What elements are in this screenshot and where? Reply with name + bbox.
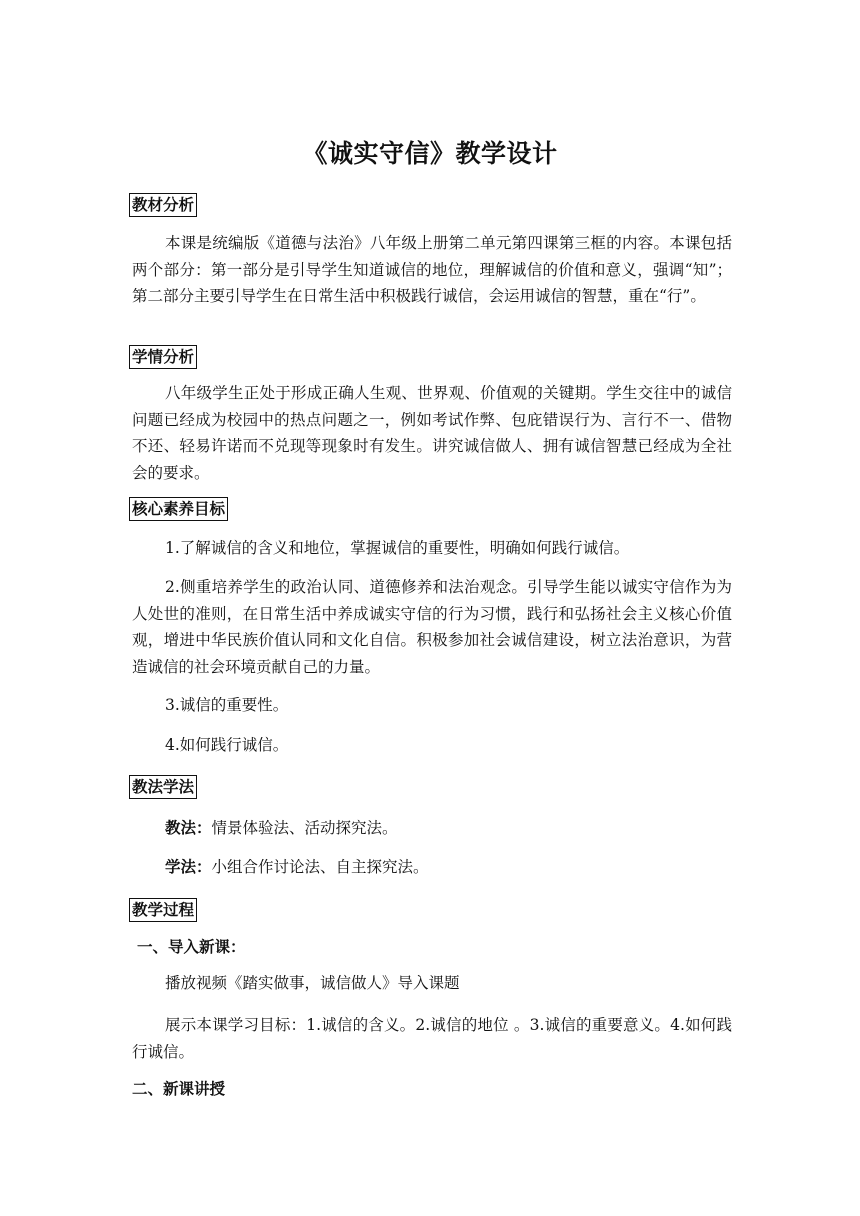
section-heading-goals: 核心素养目标	[129, 497, 228, 521]
process-step-1-title: 一、导入新课：	[137, 938, 246, 956]
process-step-2-title: 二、新课讲授	[132, 1080, 226, 1098]
section-heading-methods: 教法学法	[129, 775, 197, 799]
goal-item-2: 2.侧重培养学生的政治认同、道德修养和法治观念。引导学生能以诚实守信作为为人处世的准则，在日常生活中养成诚实守信的行为习惯，践行和弘扬社会主义核心价值观，增进中华民族价值认同和文化自信。积极参加社会诚信建设，树立法治意识，为营造诚信的社会环境贡献自己的力量。	[132, 578, 732, 676]
section-heading-material: 教材分析	[129, 193, 197, 217]
process-step-1-line-1: 播放视频《踏实做事，诚信做人》导入课题	[165, 974, 460, 992]
section-heading-students: 学情分析	[129, 345, 197, 369]
learning-method-label: 学法：	[165, 858, 212, 876]
student-analysis-text: 八年级学生正处于形成正确人生观、世界观、价值观的关键期。学生交往中的诚信问题已经成为校园中的热点问题之一，例如考试作弊、包庇错误行为、言行不一、借物不还、轻易许诺而不兑现等现象时有发生。讲究诚信做人、拥有诚信智慧已经成为全社会的要求。	[132, 384, 732, 482]
goal-item-3: 3.诚信的重要性。	[165, 696, 289, 714]
document-title: 《诚实守信》教学设计	[302, 139, 558, 168]
material-analysis-text: 本课是统编版《道德与法治》八年级上册第二单元第四课第三框的内容。本课包括两个部分：第一部分是引导学生知道诚信的地位，理解诚信的价值和意义，强调“知”；第二部分主要引导学生在日常生活中积极践行诚信，会运用诚信的智慧，重在“行”。	[132, 234, 732, 305]
teaching-method-text: 情景体验法、活动探究法。	[211, 819, 398, 837]
teaching-method-line	[165, 817, 398, 839]
teaching-method-label: 教法：	[165, 819, 212, 837]
process-step-1-line-2: 展示本课学习目标：1.诚信的含义。2.诚信的地位 。3.诚信的重要意义。4.如何践行诚信。	[132, 1016, 732, 1061]
learning-method-line	[165, 856, 429, 878]
section-heading-process: 教学过程	[129, 898, 197, 922]
goal-item-4: 4.如何践行诚信。	[165, 736, 289, 754]
goal-item-1: 1.了解诚信的含义和地位，掌握诚信的重要性，明确如何践行诚信。	[165, 539, 630, 557]
learning-method-text: 小组合作讨论法、自主探究法。	[211, 858, 429, 876]
